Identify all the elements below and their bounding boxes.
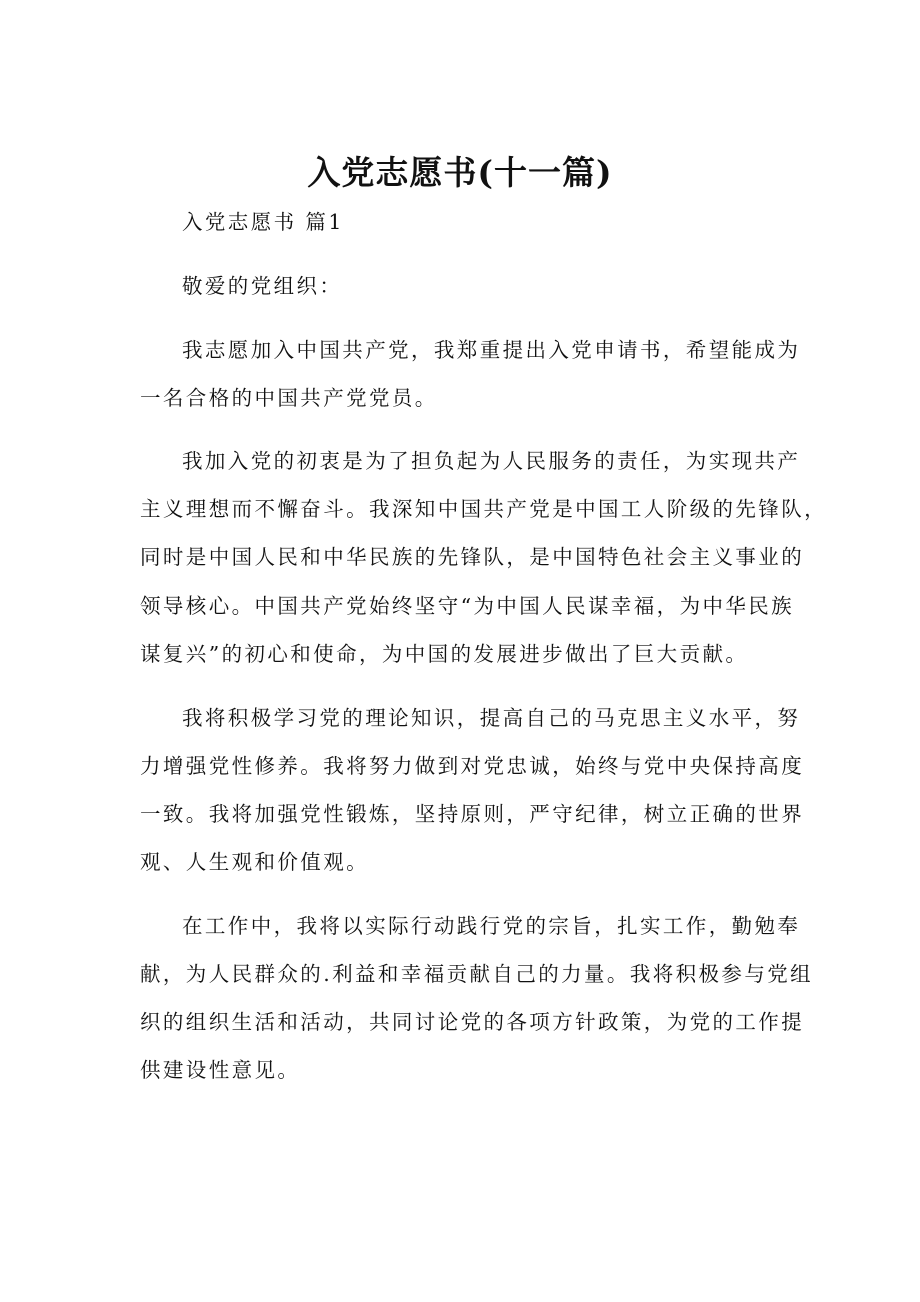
- paragraph-2-line-2: 主义理想而不懈奋斗。我深知中国共产党是中国工人阶级的先锋队，: [140, 497, 827, 521]
- paragraph-1-line-2: 一名合格的中国共产党党员。: [140, 386, 438, 410]
- paragraph-4-line-4: 供建设性意见。: [140, 1058, 301, 1082]
- paragraph-2-line-4: 领导核心。中国共产党始终坚守“为中国人民谋幸福，为中华民族: [140, 594, 795, 618]
- paragraph-2-line-3: 同时是中国人民和中华民族的先锋队，是中国特色社会主义事业的: [140, 545, 805, 569]
- paragraph-3-line-3: 一致。我将加强党性锻炼，坚持原则，严守纪律，树立正确的世界: [140, 802, 805, 826]
- paragraph-3-line-1: 我将积极学习党的理论知识，提高自己的马克思主义水平，努: [182, 706, 801, 730]
- paragraph-2-line-1: 我加入党的初衷是为了担负起为人民服务的责任，为实现共产: [182, 449, 801, 473]
- paragraph-2-line-5: 谋复兴”的初心和使命，为中国的发展进步做出了巨大贡献。: [140, 642, 749, 666]
- paragraph-4-line-3: 织的组织生活和活动，共同讨论党的各项方针政策，为党的工作提: [140, 1010, 805, 1034]
- paragraph-3-line-2: 力增强党性修养。我将努力做到对党忠诚，始终与党中央保持高度: [140, 754, 805, 778]
- section-heading: 入党志愿书 篇1: [182, 210, 344, 234]
- paragraph-4-line-2: 献，为人民群众的.利益和幸福贡献自己的力量。我将积极参与党组: [140, 962, 814, 986]
- paragraph-4-line-1: 在工作中，我将以实际行动践行党的宗旨，扎实工作，勤勉奉: [182, 914, 801, 938]
- salutation: 敬爱的党组织：: [182, 274, 343, 298]
- paragraph-1-line-1: 我志愿加入中国共产党，我郑重提出入党申请书，希望能成为: [182, 338, 801, 362]
- paragraph-3-line-4: 观、人生观和价值观。: [140, 850, 369, 874]
- document-title: 入党志愿书(十一篇): [307, 153, 613, 192]
